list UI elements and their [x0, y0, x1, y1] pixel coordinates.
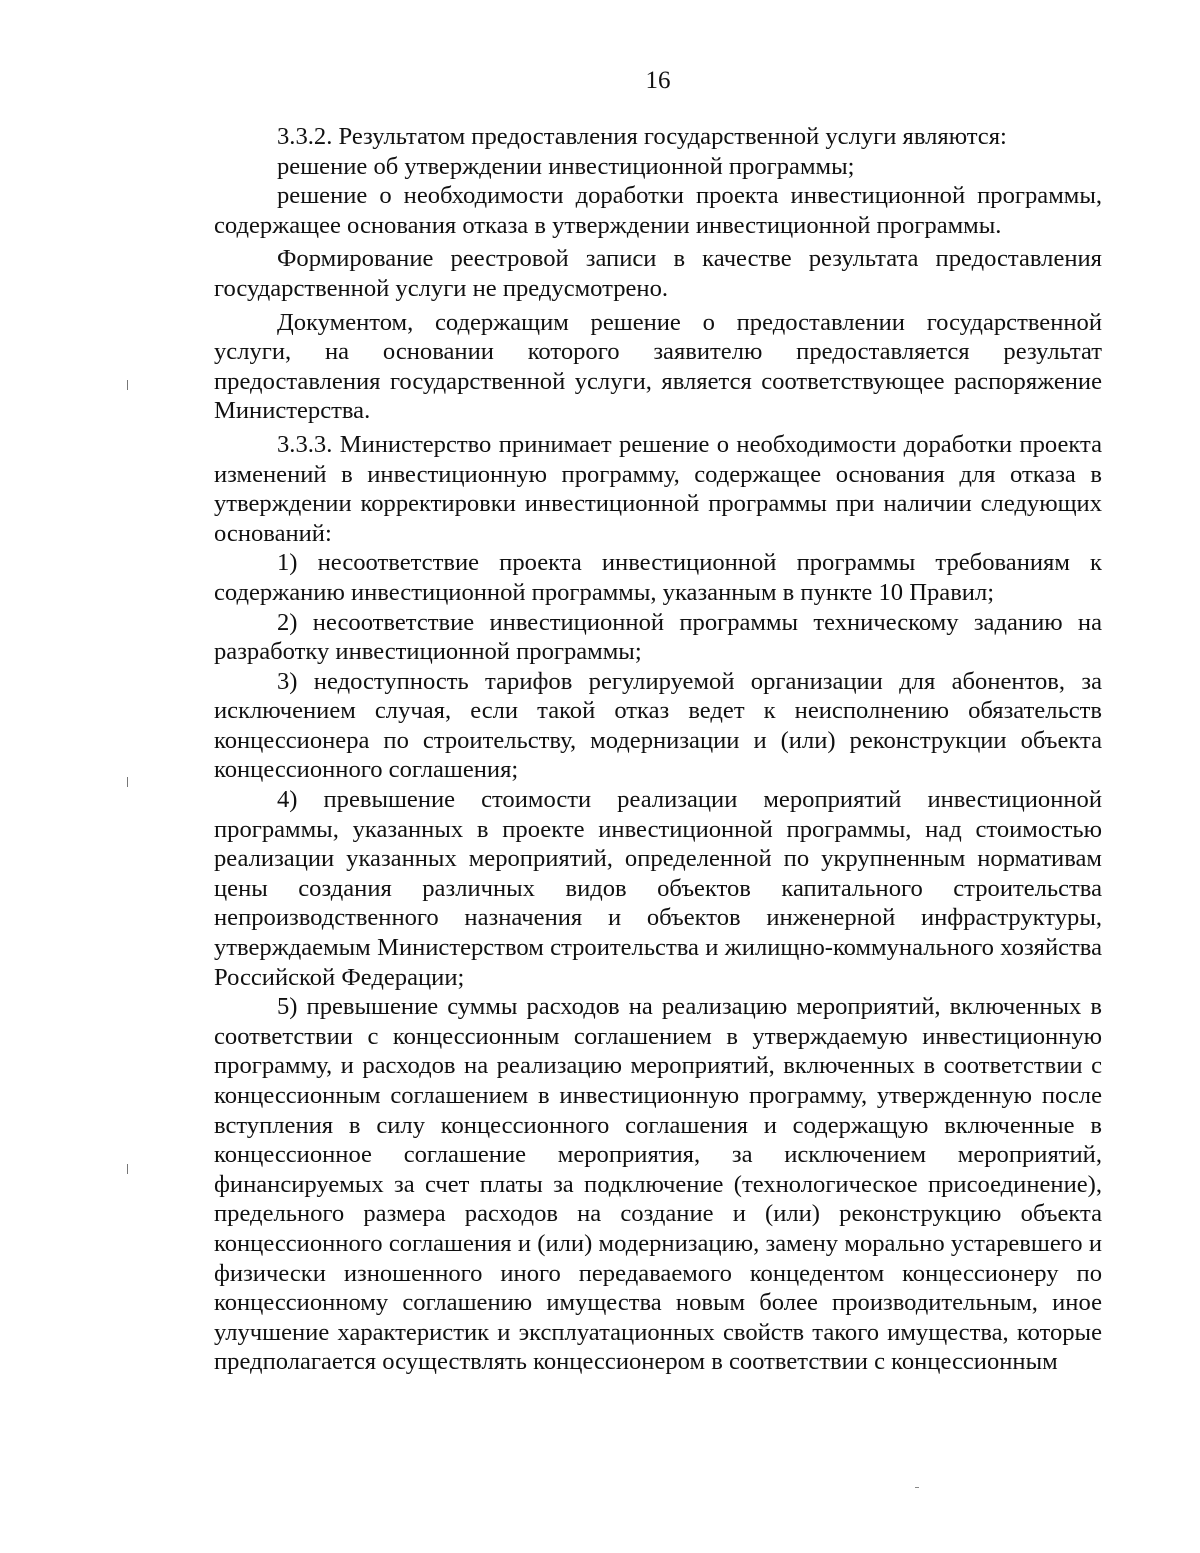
list-item-5: 5) превышение суммы расходов на реализацию мероприятий, включенных в соответствии с концессионным соглашением в утверждаемую инвестиционную программу, и расходов на реализацию мероприятий, включенных в соответствии с концессионным соглашением в инвестиционную программу, утвержденную после вступления в силу концессионного соглашения и содержащую включенные в концессионное соглашение мероприятия, за исключением мероприятий, финансируемых за счет платы за подключение (технологическое присоединение), предельного размера расходов на создание и (или) реконструкцию объекта концессионного соглашения и (или) модернизацию, замену морально устаревшего и физически изношенного иного передаваемого концедентом концессионеру по концессионному соглашению имущества новым более производительным, иное улучшение характеристик и эксплуатационных свойств такого имущества, которые предполагается осуществлять концессионером в соответствии с концессионным [214, 993, 1102, 1376]
paragraph-result-revision: решение о необходимости доработки проекта инвестиционной программы, содержащее основания отказа в утверждении инвестиционной программы. [214, 182, 1102, 239]
list-item-4: 4) превышение стоимости реализации мероприятий инвестиционной программы, указанных в проекте инвестиционной программы, над стоимостью реализации указанных мероприятий, определенной по укрупненным нормативам цены создания различных видов объектов капитального строительства непроизводственного назначения и объектов инженерной инфраструктуры, утверждаемым Министерством строительства и жилищно-коммунального хозяйства Российской Федерации; [214, 786, 1102, 991]
list-item-3: 3) недоступность тарифов регулируемой организации для абонентов, за исключением случая, если такой отказ ведет к неисполнению обязательств концессионера по строительству, модернизации и (или) реконструкции объекта концессионного соглашения; [214, 667, 1102, 784]
scan-margin-mark [127, 1164, 128, 1174]
scan-margin-mark [127, 777, 128, 787]
list-item-2: 2) несоответствие инвестиционной программы техническому заданию на разработку инвестиционной программы; [214, 608, 1102, 666]
document-body [214, 122, 1102, 1377]
scan-margin-mark [127, 380, 128, 390]
page-number: 16 [645, 67, 671, 94]
paragraph-3-3-3-heading: 3.3.3. Министерство принимает решение о необходимости доработки проекта изменений в инвестиционную программу, содержащее основания для отказа в утверждении корректировки инвестиционной программы при наличии следующих оснований: [214, 430, 1102, 547]
paragraph-3-3-2-heading: 3.3.2. Результатом предоставления государственной услуги являются: [277, 123, 1007, 150]
list-item-1: 1) несоответствие проекта инвестиционной программы требованиям к содержанию инвестиционной программы, указанным в пункте 10 Правил; [214, 549, 1102, 606]
paragraph-result-approval: решение об утверждении инвестиционной программы; [277, 152, 855, 180]
scan-dot [915, 1487, 919, 1488]
paragraph-decision-document: Документом, содержащим решение о предоставлении государственной услуги, на основании которого заявителю предоставляется результат предоставления государственной услуги, является соответствующее распоряжение Министерства. [214, 308, 1102, 425]
paragraph-registry-record: Формирование реестровой записи в качестве результата предоставления государственной услуги не предусмотрено. [214, 245, 1102, 302]
